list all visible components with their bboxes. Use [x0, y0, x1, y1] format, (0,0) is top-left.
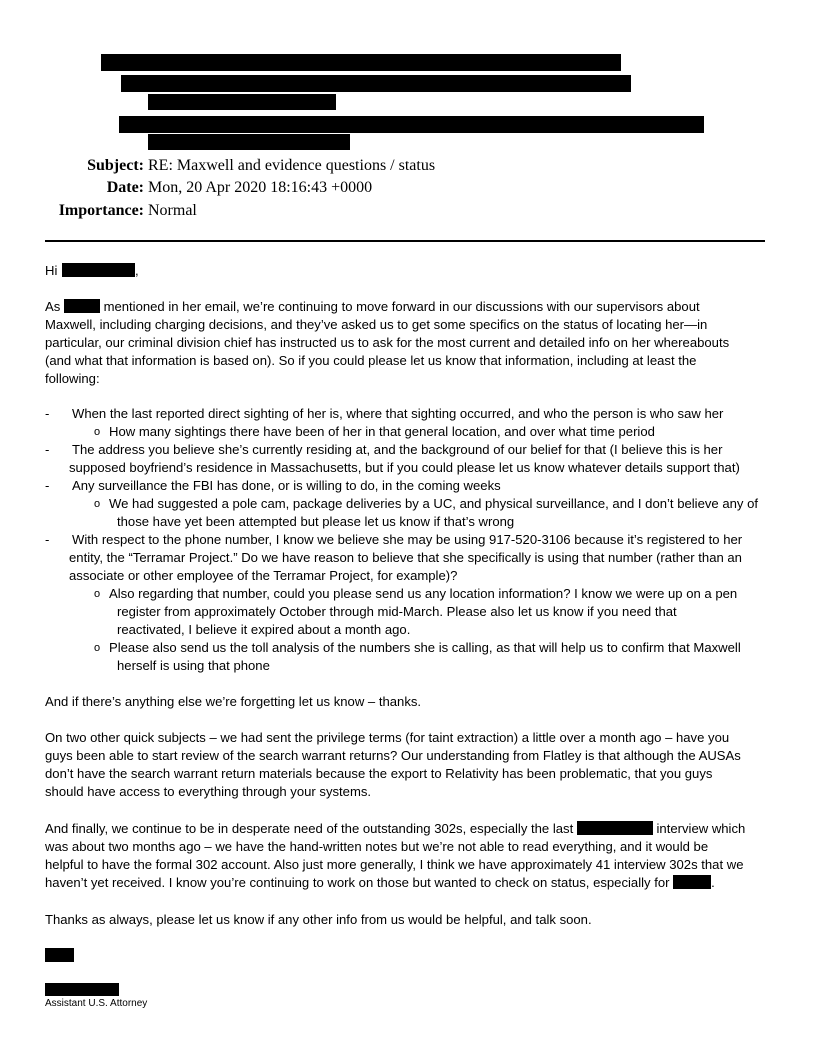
list-item-continued: entity, the “Terramar Project.” Do we have reason to believe that she specifically is using that number (rather than an [69, 550, 742, 565]
redaction-block [577, 821, 653, 835]
list-dash: - [45, 478, 50, 493]
redaction-block [101, 54, 621, 71]
list-item: The address you believe she’s currently residing at, and the background of our belief for that (I believe this is her [72, 442, 723, 457]
list-item: Any surveillance the FBI has done, or is willing to do, in the coming weeks [72, 478, 501, 493]
signature-title: Assistant U.S. Attorney [45, 998, 148, 1009]
list-subitem: Also regarding that number, could you please send us any location information? I know we were up on a pen [109, 586, 738, 601]
list-subitem: Please also send us the toll analysis of the numbers she is calling, as that will help us to confirm that Maxwell [109, 640, 741, 655]
list-item: When the last reported direct sighting of her is, where that sighting occurred, and who the person is who saw her [72, 406, 724, 421]
redaction-block [673, 875, 711, 889]
list-item-continued: supposed boyfriend’s residence in Massachusetts, but if you could please let us know whatever details support that) [69, 460, 740, 475]
importance-label: Importance: [58, 202, 144, 219]
list-subitem-continued: register from approximately October through mid-March. Please also let us know if you need that [117, 604, 677, 619]
list-subitem-continued: reactivated, I believe it expired about a month ago. [117, 622, 411, 637]
list-subitem-continued: herself is using that phone [117, 658, 270, 673]
list-bullet: o [94, 498, 101, 510]
redaction-block [148, 134, 350, 150]
list-bullet: o [94, 588, 101, 600]
redaction-block [45, 983, 119, 996]
list-item: With respect to the phone number, I know we believe she may be using 917-520-3106 because it’s registered to her [72, 532, 743, 547]
list-bullet: o [94, 426, 101, 438]
list-subitem: How many sightings there have been of her in that general location, and over what time period [109, 424, 655, 439]
list-subitem-continued: those have yet been attempted but please let us know if that’s wrong [117, 514, 515, 529]
redaction-block [62, 263, 135, 277]
redaction-block [119, 116, 704, 133]
list-subitem: We had suggested a pole cam, package deliveries by a UC, and physical surveillance, and I don’t believe any of [109, 496, 759, 511]
paragraph-3: On two other quick subjects – we had sent the privilege terms (for taint extraction) a little over a month ago – have you guys been able to start review of the search warrant returns? Our understanding from Flatley is that although the AUSAs don’t have the search warrant return materials because the export to Relativity has been problematic, that you guys should have access to everything through your systems. [45, 730, 741, 799]
redaction-block [148, 94, 336, 110]
list-bullet: o [94, 642, 101, 654]
paragraph-2: And if there’s anything else we’re forgetting let us know – thanks. [45, 694, 422, 709]
date-label: Date: [106, 179, 144, 196]
list-item-continued: associate or other employee of the Terramar Project, for example)? [69, 568, 458, 583]
redaction-block [121, 75, 631, 92]
paragraph-4: And finally, we continue to be in desperate need of the outstanding 302s, especially the last interview which was about two months ago – we have the hand-written notes but we’re not able to read everything, and it would be helpful to have the formal 302 account. Also just more generally, I think we have approximately 41 interview 302s that we haven’t yet received. I know you’re continuing to work on those but wanted to check on status, especially for . [45, 821, 746, 890]
list-dash: - [45, 532, 50, 547]
subject-value: RE: Maxwell and evidence questions / status [148, 157, 436, 174]
list-dash: - [45, 406, 50, 421]
subject-label: Subject: [87, 157, 144, 174]
paragraph-5: Thanks as always, please let us know if any other info from us would be helpful, and talk soon. [45, 912, 592, 927]
redaction-block [64, 299, 100, 313]
importance-value: Normal [148, 202, 197, 219]
date-value: Mon, 20 Apr 2020 18:16:43 +0000 [148, 179, 373, 196]
header-divider [45, 240, 765, 242]
email-header [0, 156, 816, 226]
list-dash: - [45, 442, 50, 457]
paragraph-1: As mentioned in her email, we’re continuing to move forward in our discussions with our supervisors about Maxwell, including charging decisions, and they’ve asked us to get some specifics on the status of locating her—in particular, our criminal division chief has instructed us to ask for the most current and detailed info on her whereabouts (and what that information is based on). So if you could please let us know that information, including at least the following: [45, 299, 730, 386]
greeting: Hi , [45, 263, 139, 278]
redaction-block [45, 948, 74, 962]
